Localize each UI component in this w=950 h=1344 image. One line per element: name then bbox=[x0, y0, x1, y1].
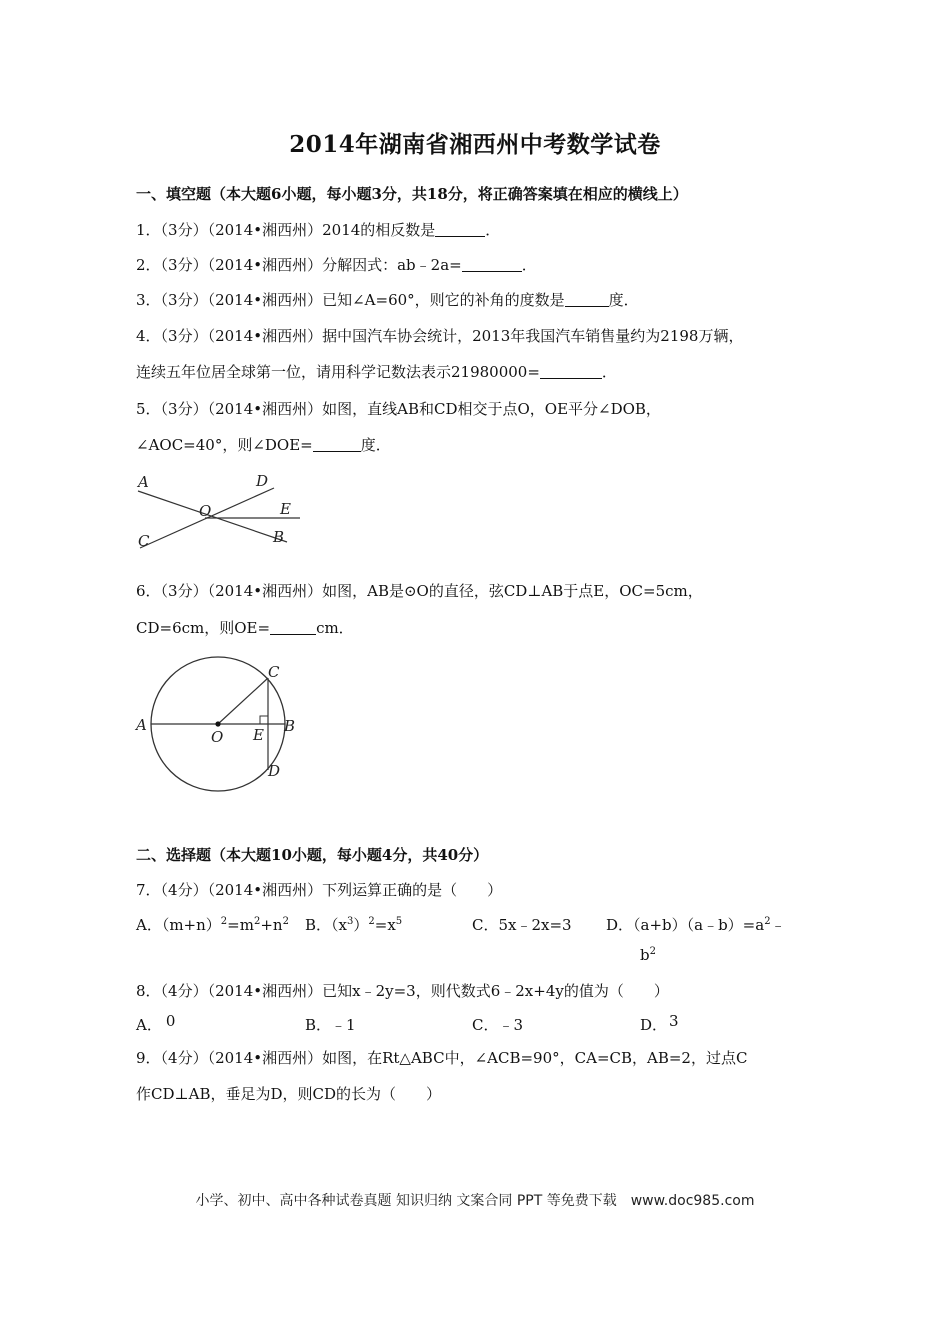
question-2-text: 2．（3分）（2014•湘西州）分解因式：ab﹣2a= bbox=[136, 256, 462, 274]
question-9-line-2: 作CD⊥AB，垂足为D，则CD的长为（ ） bbox=[136, 1085, 441, 1103]
question-7-option-d bbox=[606, 914, 786, 935]
center-point bbox=[215, 721, 220, 726]
question-8-option-a bbox=[136, 1014, 175, 1035]
option-b-text: =x bbox=[374, 916, 396, 934]
question-8-option-b: B．﹣1 bbox=[305, 1016, 356, 1034]
superscript: 2 bbox=[764, 916, 771, 927]
page-title: 2014年湖南省湘西州中考数学试卷 bbox=[289, 131, 661, 158]
question-5-line-1: 5．（3分）（2014•湘西州）如图，直线AB和CD相交于点O，OE平分∠DOB， bbox=[136, 400, 661, 418]
question-4-line-1: 4．（3分）（2014•湘西州）据中国汽车协会统计，2013年我国汽车销售量约为2198万辆， bbox=[136, 327, 744, 345]
question-8-stem: 8．（4分）（2014•湘西州）已知x﹣2y=3，则代数式6﹣2x+4y的值为（ ） bbox=[136, 982, 669, 1000]
superscript: 2 bbox=[253, 916, 261, 927]
question-1 bbox=[136, 219, 500, 240]
question-6-suffix: cm． bbox=[316, 619, 354, 637]
superscript: 2 bbox=[220, 916, 228, 927]
answer-blank bbox=[313, 437, 361, 452]
line-ab bbox=[138, 491, 287, 542]
superscript: 5 bbox=[395, 916, 403, 927]
label-a: A bbox=[138, 473, 149, 491]
label-b: B bbox=[284, 717, 296, 735]
question-8-option-c: C．﹣3 bbox=[472, 1016, 524, 1034]
superscript: 3 bbox=[346, 916, 354, 927]
label-e: E bbox=[280, 500, 291, 518]
label-o: O bbox=[199, 502, 212, 520]
label-e: E bbox=[253, 726, 264, 744]
option-a-text: =m bbox=[227, 916, 254, 934]
answer-blank bbox=[540, 364, 602, 379]
question-3-suffix: 度． bbox=[608, 291, 639, 309]
option-d-text: ﹣ bbox=[770, 916, 786, 934]
answer-blank bbox=[435, 222, 485, 237]
label-c: C bbox=[138, 532, 150, 550]
section-fill-in-heading: 一、填空题（本大题6小题，每小题3分，共18分，将正确答案填在相应的横线上） bbox=[136, 185, 688, 203]
option-d-text: b bbox=[640, 946, 650, 964]
answer-blank bbox=[462, 257, 522, 272]
option-b-text: B．（x bbox=[305, 916, 347, 934]
question-7-stem: 7．（4分）（2014•湘西州）下列运算正确的是（ ） bbox=[136, 881, 503, 899]
option-d-text: D． bbox=[640, 1016, 668, 1034]
question-4-line-2 bbox=[136, 361, 617, 382]
question-8-option-d bbox=[640, 1014, 679, 1035]
question-7-option-a bbox=[136, 914, 289, 935]
figure-intersecting-lines bbox=[130, 468, 310, 558]
superscript: 2 bbox=[282, 916, 289, 927]
superscript: 2 bbox=[649, 946, 656, 957]
question-4-text: 连续五年位居全球第一位，请用科学记数法表示21980000= bbox=[136, 363, 540, 381]
answer-blank bbox=[565, 292, 609, 307]
question-2 bbox=[136, 254, 537, 275]
superscript: 2 bbox=[368, 916, 375, 927]
answer-blank bbox=[270, 620, 316, 635]
label-d: D bbox=[268, 762, 281, 780]
option-a-text: A． bbox=[136, 1016, 162, 1034]
question-5-text: ∠AOC=40°，则∠DOE= bbox=[136, 436, 313, 454]
option-a-text: +n bbox=[260, 916, 283, 934]
label-a: A bbox=[136, 716, 147, 734]
label-o: O bbox=[211, 728, 224, 746]
option-a-text: A．（m+n） bbox=[136, 916, 221, 934]
option-d-value: 3 bbox=[669, 1012, 679, 1030]
option-b-text: ） bbox=[353, 916, 369, 934]
question-6-line-2 bbox=[136, 617, 354, 638]
question-6-text: CD=6cm，则OE= bbox=[136, 619, 271, 637]
question-9-line-1: 9．（4分）（2014•湘西州）如图，在Rt△ABC中，∠ACB=90°，CA=CB，AB=2，过点C bbox=[136, 1049, 748, 1067]
right-angle-mark bbox=[260, 716, 268, 724]
question-7-option-d-line-2 bbox=[640, 946, 656, 964]
figure-circle-chord bbox=[130, 650, 310, 795]
question-3 bbox=[136, 289, 639, 310]
question-2-suffix: ． bbox=[521, 256, 537, 274]
label-c: C bbox=[268, 663, 280, 681]
footer-watermark: 小学、初中、高中各种试卷真题 知识归纳 文案合同 PPT 等免费下载 www.doc985.com bbox=[195, 1193, 755, 1209]
question-1-suffix: ． bbox=[485, 221, 501, 239]
label-d: D bbox=[256, 472, 269, 490]
question-4-suffix: ． bbox=[601, 363, 617, 381]
label-b: B bbox=[273, 528, 285, 546]
section-choice-heading: 二、选择题（本大题10小题，每小题4分，共40分） bbox=[136, 846, 489, 864]
option-d-text: D．（a+b）（a﹣b）=a bbox=[606, 916, 765, 934]
question-5-line-2 bbox=[136, 434, 391, 455]
question-7-option-b bbox=[305, 914, 402, 935]
question-6-line-1: 6．（3分）（2014•湘西州）如图，AB是⊙O的直径，弦CD⊥AB于点E，OC=5cm， bbox=[136, 582, 703, 600]
question-7-option-c: C．5x﹣2x=3 bbox=[472, 916, 572, 934]
question-3-text: 3．（3分）（2014•湘西州）已知∠A=60°，则它的补角的度数是 bbox=[136, 291, 565, 309]
question-1-text: 1．（3分）（2014•湘西州）2014的相反数是 bbox=[136, 221, 436, 239]
option-a-value: 0 bbox=[165, 1012, 176, 1030]
question-5-suffix: 度． bbox=[360, 436, 391, 454]
